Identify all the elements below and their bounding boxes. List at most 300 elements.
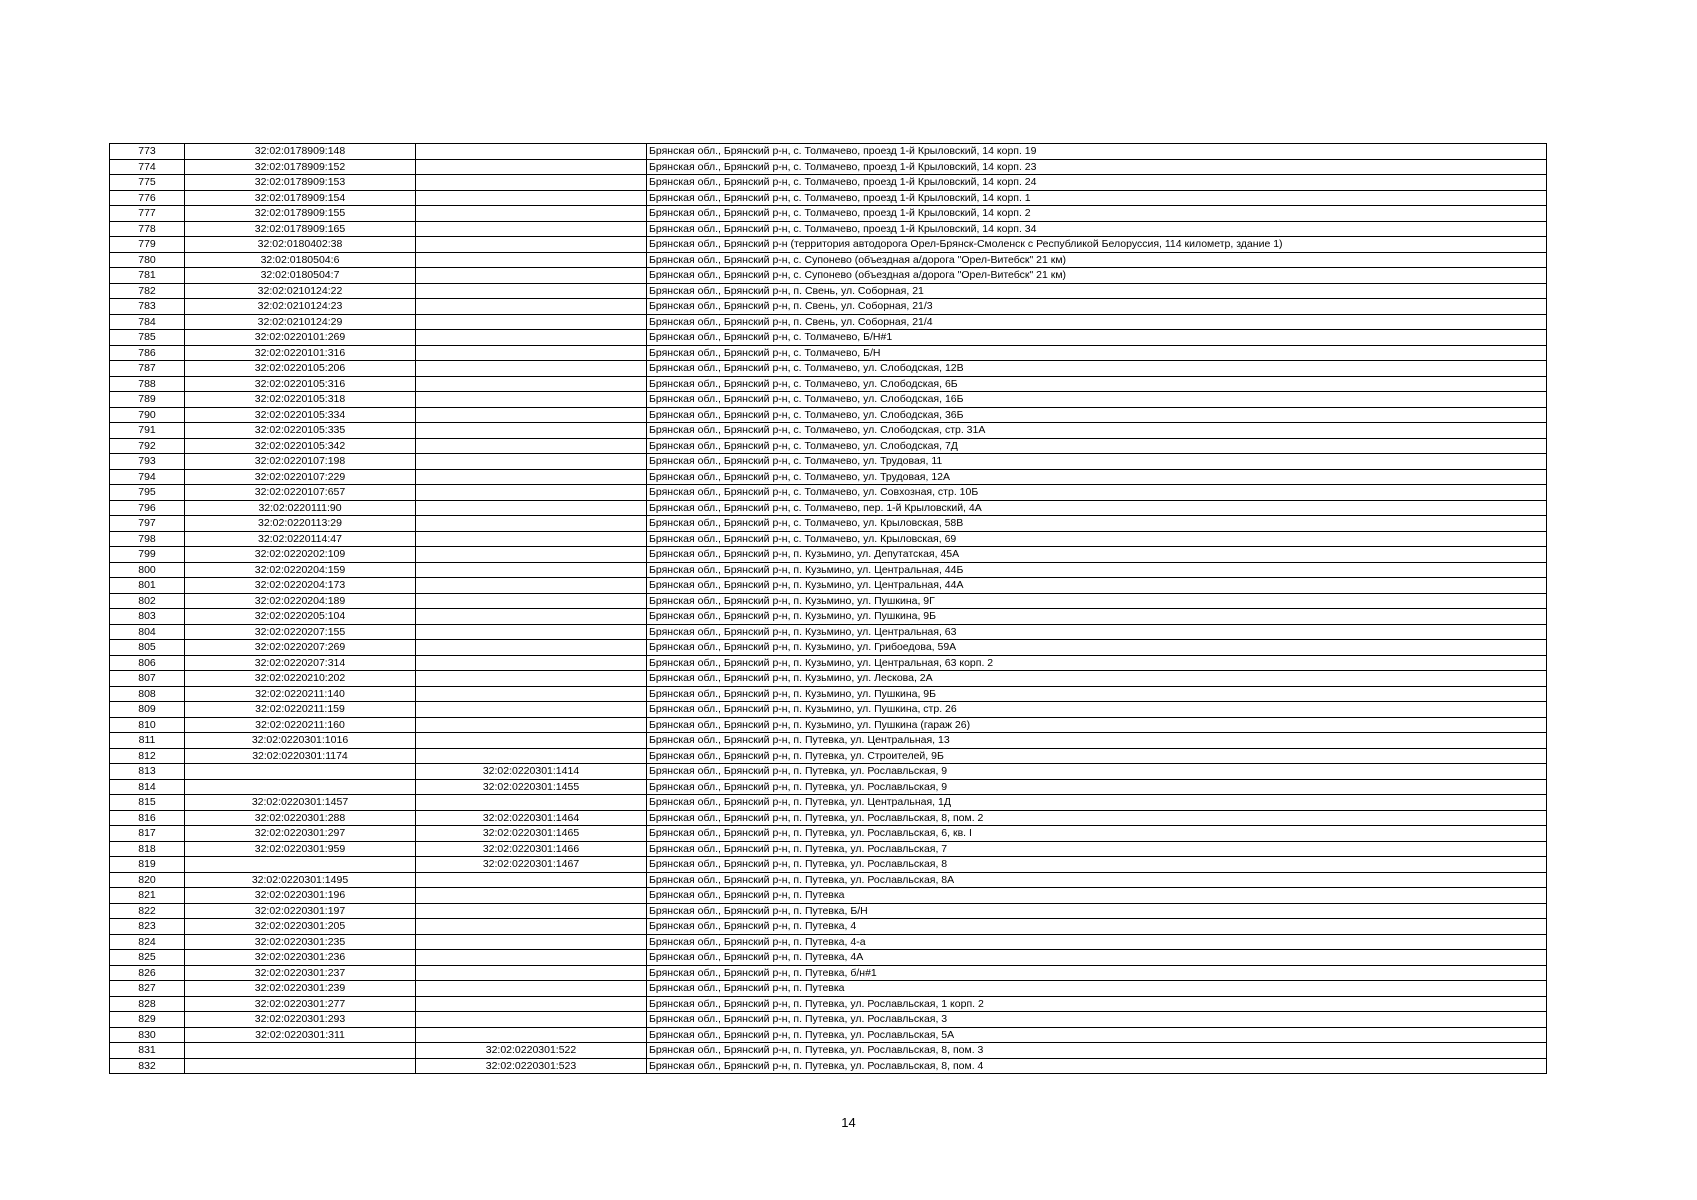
address-cell: Брянская обл., Брянский р-н, п. Кузьмино, ул. Пушкина (гараж 26) (647, 717, 1547, 733)
cadastral-number-secondary-cell (416, 206, 647, 222)
row-number-cell: 777 (110, 206, 185, 222)
address-cell: Брянская обл., Брянский р-н, с. Толмачево, ул. Слободская, 36Б (647, 407, 1547, 423)
table-row (110, 1058, 1547, 1074)
address-cell: Брянская обл., Брянский р-н, с. Толмачево, проезд 1-й Крыловский, 14 корп. 34 (647, 221, 1547, 237)
table-row (110, 903, 1547, 919)
table-row (110, 1027, 1547, 1043)
table-row (110, 221, 1547, 237)
cadastral-number-cell: 32:02:0220204:173 (185, 578, 416, 594)
row-number-cell: 828 (110, 996, 185, 1012)
row-number-cell: 816 (110, 810, 185, 826)
cadastral-number-cell: 32:02:0178909:148 (185, 144, 416, 160)
property-table-body (110, 144, 1547, 1074)
address-cell: Брянская обл., Брянский р-н, п. Путевка, ул. Рославльская, 8 (647, 857, 1547, 873)
address-cell: Брянская обл., Брянский р-н, п. Путевка, ул. Рославльская, 1 корп. 2 (647, 996, 1547, 1012)
row-number-cell: 799 (110, 547, 185, 563)
table-row (110, 438, 1547, 454)
address-cell: Брянская обл., Брянский р-н, п. Путевка, ул. Центральная, 1Д (647, 795, 1547, 811)
row-number-cell: 791 (110, 423, 185, 439)
cadastral-number-secondary-cell (416, 283, 647, 299)
row-number-cell: 785 (110, 330, 185, 346)
address-cell: Брянская обл., Брянский р-н, п. Кузьмино, ул. Центральная, 63 корп. 2 (647, 655, 1547, 671)
table-row (110, 609, 1547, 625)
row-number-cell: 817 (110, 826, 185, 842)
cadastral-number-cell: 32:02:0220107:657 (185, 485, 416, 501)
row-number-cell: 773 (110, 144, 185, 160)
cadastral-number-cell: 32:02:0180504:6 (185, 252, 416, 268)
cadastral-number-cell: 32:02:0220301:311 (185, 1027, 416, 1043)
address-cell: Брянская обл., Брянский р-н, п. Путевка, ул. Рославльская, 9 (647, 764, 1547, 780)
row-number-cell: 803 (110, 609, 185, 625)
row-number-cell: 778 (110, 221, 185, 237)
address-cell: Брянская обл., Брянский р-н, п. Путевка, 4А (647, 950, 1547, 966)
table-row (110, 531, 1547, 547)
table-row (110, 717, 1547, 733)
address-cell: Брянская обл., Брянский р-н, п. Кузьмино, ул. Пушкина, 9Г (647, 593, 1547, 609)
row-number-cell: 787 (110, 361, 185, 377)
cadastral-number-cell: 32:02:0220101:316 (185, 345, 416, 361)
cadastral-number-secondary-cell (416, 175, 647, 191)
table-row (110, 888, 1547, 904)
cadastral-number-cell: 32:02:0220204:189 (185, 593, 416, 609)
table-row (110, 159, 1547, 175)
table-row (110, 299, 1547, 315)
row-number-cell: 800 (110, 562, 185, 578)
address-cell: Брянская обл., Брянский р-н, п. Путевка, 4 (647, 919, 1547, 935)
cadastral-number-secondary-cell (416, 159, 647, 175)
table-row (110, 702, 1547, 718)
cadastral-number-cell: 32:02:0220301:959 (185, 841, 416, 857)
table-row (110, 345, 1547, 361)
address-cell: Брянская обл., Брянский р-н, п. Путевка, ул. Рославльская, 3 (647, 1012, 1547, 1028)
table-row (110, 655, 1547, 671)
address-cell: Брянская обл., Брянский р-н, с. Толмачево, ул. Трудовая, 11 (647, 454, 1547, 470)
cadastral-number-secondary-cell: 32:02:0220301:523 (416, 1058, 647, 1074)
cadastral-number-secondary-cell (416, 686, 647, 702)
address-cell: Брянская обл., Брянский р-н, п. Кузьмино, ул. Центральная, 44А (647, 578, 1547, 594)
address-cell: Брянская обл., Брянский р-н, п. Кузьмино, ул. Центральная, 63 (647, 624, 1547, 640)
cadastral-number-secondary-cell (416, 934, 647, 950)
row-number-cell: 795 (110, 485, 185, 501)
table-row (110, 981, 1547, 997)
cadastral-number-secondary-cell (416, 454, 647, 470)
cadastral-number-cell (185, 779, 416, 795)
table-row (110, 376, 1547, 392)
table-row (110, 283, 1547, 299)
cadastral-number-cell: 32:02:0220114:47 (185, 531, 416, 547)
row-number-cell: 789 (110, 392, 185, 408)
cadastral-number-secondary-cell (416, 190, 647, 206)
cadastral-number-cell: 32:02:0220107:198 (185, 454, 416, 470)
table-row (110, 578, 1547, 594)
cadastral-number-secondary-cell (416, 717, 647, 733)
address-cell: Брянская обл., Брянский р-н, с. Толмачево, ул. Слободская, 7Д (647, 438, 1547, 454)
table-row (110, 190, 1547, 206)
page-number: 14 (841, 1115, 856, 1130)
address-cell: Брянская обл., Брянский р-н, с. Толмачево, пер. 1-й Крыловский, 4А (647, 500, 1547, 516)
row-number-cell: 801 (110, 578, 185, 594)
address-cell: Брянская обл., Брянский р-н, п. Путевка, ул. Рославльская, 8А (647, 872, 1547, 888)
address-cell: Брянская обл., Брянский р-н, п. Кузьмино, ул. Лескова, 2А (647, 671, 1547, 687)
address-cell: Брянская обл., Брянский р-н, с. Толмачево, проезд 1-й Крыловский, 14 корп. 24 (647, 175, 1547, 191)
cadastral-number-cell: 32:02:0178909:155 (185, 206, 416, 222)
cadastral-number-secondary-cell: 32:02:0220301:1414 (416, 764, 647, 780)
cadastral-number-secondary-cell: 32:02:0220301:1466 (416, 841, 647, 857)
property-table (109, 143, 1547, 1074)
table-row (110, 965, 1547, 981)
table-row (110, 485, 1547, 501)
row-number-cell: 815 (110, 795, 185, 811)
table-row (110, 872, 1547, 888)
row-number-cell: 802 (110, 593, 185, 609)
row-number-cell: 790 (110, 407, 185, 423)
cadastral-number-cell: 32:02:0220301:235 (185, 934, 416, 950)
table-row (110, 500, 1547, 516)
address-cell: Брянская обл., Брянский р-н, с. Толмачево, проезд 1-й Крыловский, 14 корп. 2 (647, 206, 1547, 222)
table-row (110, 144, 1547, 160)
row-number-cell: 820 (110, 872, 185, 888)
row-number-cell: 780 (110, 252, 185, 268)
row-number-cell: 788 (110, 376, 185, 392)
cadastral-number-cell: 32:02:0178909:165 (185, 221, 416, 237)
cadastral-number-secondary-cell (416, 1027, 647, 1043)
table-row (110, 733, 1547, 749)
cadastral-number-cell: 32:02:0220301:197 (185, 903, 416, 919)
row-number-cell: 814 (110, 779, 185, 795)
address-cell: Брянская обл., Брянский р-н, п. Путевка, ул. Рославльская, 5А (647, 1027, 1547, 1043)
cadastral-number-cell: 32:02:0220105:206 (185, 361, 416, 377)
cadastral-number-cell: 32:02:0210124:23 (185, 299, 416, 315)
cadastral-number-secondary-cell (416, 438, 647, 454)
cadastral-number-cell (185, 1043, 416, 1059)
row-number-cell: 812 (110, 748, 185, 764)
row-number-cell: 818 (110, 841, 185, 857)
table-row (110, 252, 1547, 268)
cadastral-number-secondary-cell (416, 330, 647, 346)
address-cell: Брянская обл., Брянский р-н, п. Путевка, ул. Центральная, 13 (647, 733, 1547, 749)
row-number-cell: 779 (110, 237, 185, 253)
cadastral-number-secondary-cell (416, 795, 647, 811)
row-number-cell: 831 (110, 1043, 185, 1059)
row-number-cell: 805 (110, 640, 185, 656)
cadastral-number-secondary-cell (416, 919, 647, 935)
cadastral-number-secondary-cell (416, 903, 647, 919)
cadastral-number-cell: 32:02:0178909:154 (185, 190, 416, 206)
cadastral-number-secondary-cell (416, 252, 647, 268)
address-cell: Брянская обл., Брянский р-н, с. Толмачево, проезд 1-й Крыловский, 14 корп. 23 (647, 159, 1547, 175)
cadastral-number-secondary-cell (416, 578, 647, 594)
row-number-cell: 784 (110, 314, 185, 330)
cadastral-number-secondary-cell (416, 376, 647, 392)
cadastral-number-cell: 32:02:0220301:293 (185, 1012, 416, 1028)
table-row (110, 268, 1547, 284)
table-row (110, 779, 1547, 795)
address-cell: Брянская обл., Брянский р-н, с. Толмачево, ул. Крыловская, 58В (647, 516, 1547, 532)
row-number-cell: 830 (110, 1027, 185, 1043)
cadastral-number-secondary-cell (416, 888, 647, 904)
cadastral-number-secondary-cell (416, 361, 647, 377)
address-cell: Брянская обл., Брянский р-н, п. Путевка (647, 981, 1547, 997)
cadastral-number-cell: 32:02:0180504:7 (185, 268, 416, 284)
address-cell: Брянская обл., Брянский р-н, п. Свень, ул. Соборная, 21/3 (647, 299, 1547, 315)
table-row (110, 361, 1547, 377)
cadastral-number-secondary-cell (416, 748, 647, 764)
address-cell: Брянская обл., Брянский р-н, п. Путевка, ул. Рославльская, 8, пом. 2 (647, 810, 1547, 826)
cadastral-number-secondary-cell (416, 314, 647, 330)
cadastral-number-secondary-cell (416, 593, 647, 609)
cadastral-number-secondary-cell (416, 392, 647, 408)
table-row (110, 454, 1547, 470)
table-row (110, 314, 1547, 330)
table-row (110, 764, 1547, 780)
row-number-cell: 797 (110, 516, 185, 532)
address-cell: Брянская обл., Брянский р-н, п. Путевка, ул. Рославльская, 9 (647, 779, 1547, 795)
table-row (110, 640, 1547, 656)
address-cell: Брянская обл., Брянский р-н, с. Толмачево, ул. Совхозная, стр. 10Б (647, 485, 1547, 501)
cadastral-number-secondary-cell (416, 950, 647, 966)
address-cell: Брянская обл., Брянский р-н, п. Путевка, б/н#1 (647, 965, 1547, 981)
table-row (110, 330, 1547, 346)
cadastral-number-cell (185, 764, 416, 780)
row-number-cell: 781 (110, 268, 185, 284)
table-row (110, 826, 1547, 842)
cadastral-number-secondary-cell (416, 221, 647, 237)
cadastral-number-cell: 32:02:0210124:29 (185, 314, 416, 330)
table-row (110, 671, 1547, 687)
cadastral-number-secondary-cell (416, 485, 647, 501)
row-number-cell: 808 (110, 686, 185, 702)
row-number-cell: 829 (110, 1012, 185, 1028)
cadastral-number-secondary-cell: 32:02:0220301:1467 (416, 857, 647, 873)
cadastral-number-secondary-cell (416, 469, 647, 485)
address-cell: Брянская обл., Брянский р-н, с. Толмачево, ул. Слободская, 12В (647, 361, 1547, 377)
table-row (110, 857, 1547, 873)
row-number-cell: 822 (110, 903, 185, 919)
table-row (110, 175, 1547, 191)
cadastral-number-cell: 32:02:0178909:152 (185, 159, 416, 175)
row-number-cell: 825 (110, 950, 185, 966)
cadastral-number-secondary-cell (416, 640, 647, 656)
address-cell: Брянская обл., Брянский р-н, с. Толмачево, ул. Крыловская, 69 (647, 531, 1547, 547)
cadastral-number-cell: 32:02:0220211:160 (185, 717, 416, 733)
address-cell: Брянская обл., Брянский р-н, п. Путевка, Б/Н (647, 903, 1547, 919)
cadastral-number-secondary-cell (416, 144, 647, 160)
cadastral-number-cell: 32:02:0220105:342 (185, 438, 416, 454)
cadastral-number-cell: 32:02:0220301:239 (185, 981, 416, 997)
cadastral-number-secondary-cell (416, 423, 647, 439)
cadastral-number-cell: 32:02:0220211:140 (185, 686, 416, 702)
address-cell: Брянская обл., Брянский р-н, п. Путевка, ул. Рославльская, 6, кв. I (647, 826, 1547, 842)
cadastral-number-secondary-cell (416, 996, 647, 1012)
address-cell: Брянская обл., Брянский р-н, п. Кузьмино, ул. Пушкина, 9Б (647, 686, 1547, 702)
table-row (110, 593, 1547, 609)
address-cell: Брянская обл., Брянский р-н, п. Путевка, ул. Строителей, 9Б (647, 748, 1547, 764)
cadastral-number-cell: 32:02:0220301:1174 (185, 748, 416, 764)
cadastral-number-cell: 32:02:0220207:155 (185, 624, 416, 640)
cadastral-number-secondary-cell (416, 733, 647, 749)
address-cell: Брянская обл., Брянский р-н, п. Путевка, ул. Рославльская, 7 (647, 841, 1547, 857)
cadastral-number-cell: 32:02:0220301:297 (185, 826, 416, 842)
address-cell: Брянская обл., Брянский р-н, п. Путевка (647, 888, 1547, 904)
table-row (110, 1012, 1547, 1028)
table-row (110, 950, 1547, 966)
row-number-cell: 793 (110, 454, 185, 470)
row-number-cell: 832 (110, 1058, 185, 1074)
address-cell: Брянская обл., Брянский р-н, п. Кузьмино, ул. Центральная, 44Б (647, 562, 1547, 578)
cadastral-number-cell: 32:02:0220301:196 (185, 888, 416, 904)
address-cell: Брянская обл., Брянский р-н, с. Супонево (объездная а/дорога "Орел-Витебск" 21 км) (647, 268, 1547, 284)
cadastral-number-secondary-cell (416, 531, 647, 547)
row-number-cell: 804 (110, 624, 185, 640)
cadastral-number-cell: 32:02:0220301:1495 (185, 872, 416, 888)
table-row (110, 516, 1547, 532)
cadastral-number-secondary-cell (416, 1012, 647, 1028)
address-cell: Брянская обл., Брянский р-н, с. Супонево (объездная а/дорога "Орел-Витебск" 21 км) (647, 252, 1547, 268)
table-row (110, 748, 1547, 764)
row-number-cell: 821 (110, 888, 185, 904)
cadastral-number-cell: 32:02:0220301:236 (185, 950, 416, 966)
row-number-cell: 807 (110, 671, 185, 687)
table-row (110, 624, 1547, 640)
row-number-cell: 792 (110, 438, 185, 454)
table-row (110, 392, 1547, 408)
address-cell: Брянская обл., Брянский р-н, с. Толмачево, ул. Слободская, 16Б (647, 392, 1547, 408)
cadastral-number-secondary-cell: 32:02:0220301:1455 (416, 779, 647, 795)
table-row (110, 934, 1547, 950)
cadastral-number-secondary-cell (416, 299, 647, 315)
cadastral-number-cell: 32:02:0220207:269 (185, 640, 416, 656)
address-cell: Брянская обл., Брянский р-н (территория автодорога Орел-Брянск-Смоленск с Республикой Белоруссия, 114 километр, здание 1) (647, 237, 1547, 253)
cadastral-number-cell: 32:02:0220107:229 (185, 469, 416, 485)
cadastral-number-cell: 32:02:0210124:22 (185, 283, 416, 299)
cadastral-number-cell: 32:02:0220301:205 (185, 919, 416, 935)
cadastral-number-cell (185, 1058, 416, 1074)
cadastral-number-secondary-cell (416, 547, 647, 563)
address-cell: Брянская обл., Брянский р-н, п. Путевка, ул. Рославльская, 8, пом. 4 (647, 1058, 1547, 1074)
table-row (110, 547, 1547, 563)
row-number-cell: 810 (110, 717, 185, 733)
row-number-cell: 782 (110, 283, 185, 299)
cadastral-number-cell: 32:02:0220301:1457 (185, 795, 416, 811)
cadastral-number-secondary-cell (416, 516, 647, 532)
table-row (110, 423, 1547, 439)
address-cell: Брянская обл., Брянский р-н, с. Толмачево, Б/Н (647, 345, 1547, 361)
row-number-cell: 794 (110, 469, 185, 485)
table-row (110, 407, 1547, 423)
cadastral-number-cell: 32:02:0220202:109 (185, 547, 416, 563)
row-number-cell: 809 (110, 702, 185, 718)
address-cell: Брянская обл., Брянский р-н, с. Толмачево, проезд 1-й Крыловский, 14 корп. 1 (647, 190, 1547, 206)
table-row (110, 562, 1547, 578)
address-cell: Брянская обл., Брянский р-н, с. Толмачево, ул. Слободская, стр. 31А (647, 423, 1547, 439)
cadastral-number-secondary-cell (416, 268, 647, 284)
cadastral-number-cell (185, 857, 416, 873)
cadastral-number-cell: 32:02:0220210:202 (185, 671, 416, 687)
table-row (110, 795, 1547, 811)
row-number-cell: 824 (110, 934, 185, 950)
address-cell: Брянская обл., Брянский р-н, с. Толмачево, ул. Трудовая, 12А (647, 469, 1547, 485)
cadastral-number-secondary-cell (416, 624, 647, 640)
cadastral-number-secondary-cell: 32:02:0220301:1464 (416, 810, 647, 826)
address-cell: Брянская обл., Брянский р-н, п. Кузьмино, ул. Грибоедова, 59А (647, 640, 1547, 656)
cadastral-number-cell: 32:02:0220113:29 (185, 516, 416, 532)
cadastral-number-secondary-cell: 32:02:0220301:522 (416, 1043, 647, 1059)
cadastral-number-cell: 32:02:0180402:38 (185, 237, 416, 253)
row-number-cell: 798 (110, 531, 185, 547)
cadastral-number-cell: 32:02:0220205:104 (185, 609, 416, 625)
row-number-cell: 811 (110, 733, 185, 749)
row-number-cell: 783 (110, 299, 185, 315)
cadastral-number-cell: 32:02:0220105:335 (185, 423, 416, 439)
address-cell: Брянская обл., Брянский р-н, с. Толмачево, Б/Н#1 (647, 330, 1547, 346)
cadastral-number-cell: 32:02:0220301:288 (185, 810, 416, 826)
row-number-cell: 796 (110, 500, 185, 516)
address-cell: Брянская обл., Брянский р-н, п. Кузьмино, ул. Пушкина, 9Б (647, 609, 1547, 625)
cadastral-number-cell: 32:02:0220301:277 (185, 996, 416, 1012)
cadastral-number-secondary-cell (416, 562, 647, 578)
row-number-cell: 819 (110, 857, 185, 873)
row-number-cell: 774 (110, 159, 185, 175)
table-row (110, 469, 1547, 485)
cadastral-number-secondary-cell (416, 671, 647, 687)
cadastral-number-cell: 32:02:0220207:314 (185, 655, 416, 671)
row-number-cell: 823 (110, 919, 185, 935)
cadastral-number-secondary-cell (416, 702, 647, 718)
cadastral-number-secondary-cell (416, 345, 647, 361)
cadastral-number-cell: 32:02:0220301:237 (185, 965, 416, 981)
row-number-cell: 786 (110, 345, 185, 361)
cadastral-number-secondary-cell (416, 655, 647, 671)
cadastral-number-secondary-cell (416, 965, 647, 981)
cadastral-number-secondary-cell (416, 872, 647, 888)
row-number-cell: 776 (110, 190, 185, 206)
table-row (110, 841, 1547, 857)
cadastral-number-cell: 32:02:0178909:153 (185, 175, 416, 191)
cadastral-number-secondary-cell (416, 981, 647, 997)
address-cell: Брянская обл., Брянский р-н, с. Толмачево, ул. Слободская, 6Б (647, 376, 1547, 392)
address-cell: Брянская обл., Брянский р-н, п. Свень, ул. Соборная, 21 (647, 283, 1547, 299)
address-cell: Брянская обл., Брянский р-н, с. Толмачево, проезд 1-й Крыловский, 14 корп. 19 (647, 144, 1547, 160)
table-row (110, 1043, 1547, 1059)
cadastral-number-secondary-cell (416, 500, 647, 516)
table-row (110, 206, 1547, 222)
cadastral-number-secondary-cell (416, 407, 647, 423)
address-cell: Брянская обл., Брянский р-н, п. Кузьмино, ул. Пушкина, стр. 26 (647, 702, 1547, 718)
address-cell: Брянская обл., Брянский р-н, п. Кузьмино, ул. Депутатская, 45А (647, 547, 1547, 563)
cadastral-number-cell: 32:02:0220101:269 (185, 330, 416, 346)
cadastral-number-secondary-cell (416, 237, 647, 253)
cadastral-number-cell: 32:02:0220105:316 (185, 376, 416, 392)
table-row (110, 686, 1547, 702)
address-cell: Брянская обл., Брянский р-н, п. Путевка, 4-а (647, 934, 1547, 950)
cadastral-number-cell: 32:02:0220211:159 (185, 702, 416, 718)
cadastral-number-cell: 32:02:0220301:1016 (185, 733, 416, 749)
table-row (110, 996, 1547, 1012)
cadastral-number-secondary-cell: 32:02:0220301:1465 (416, 826, 647, 842)
row-number-cell: 826 (110, 965, 185, 981)
row-number-cell: 775 (110, 175, 185, 191)
cadastral-number-cell: 32:02:0220105:334 (185, 407, 416, 423)
address-cell: Брянская обл., Брянский р-н, п. Свень, ул. Соборная, 21/4 (647, 314, 1547, 330)
table-row (110, 237, 1547, 253)
cadastral-number-cell: 32:02:0220105:318 (185, 392, 416, 408)
table-row (110, 810, 1547, 826)
row-number-cell: 813 (110, 764, 185, 780)
row-number-cell: 806 (110, 655, 185, 671)
table-row (110, 919, 1547, 935)
cadastral-number-secondary-cell (416, 609, 647, 625)
cadastral-number-cell: 32:02:0220204:159 (185, 562, 416, 578)
